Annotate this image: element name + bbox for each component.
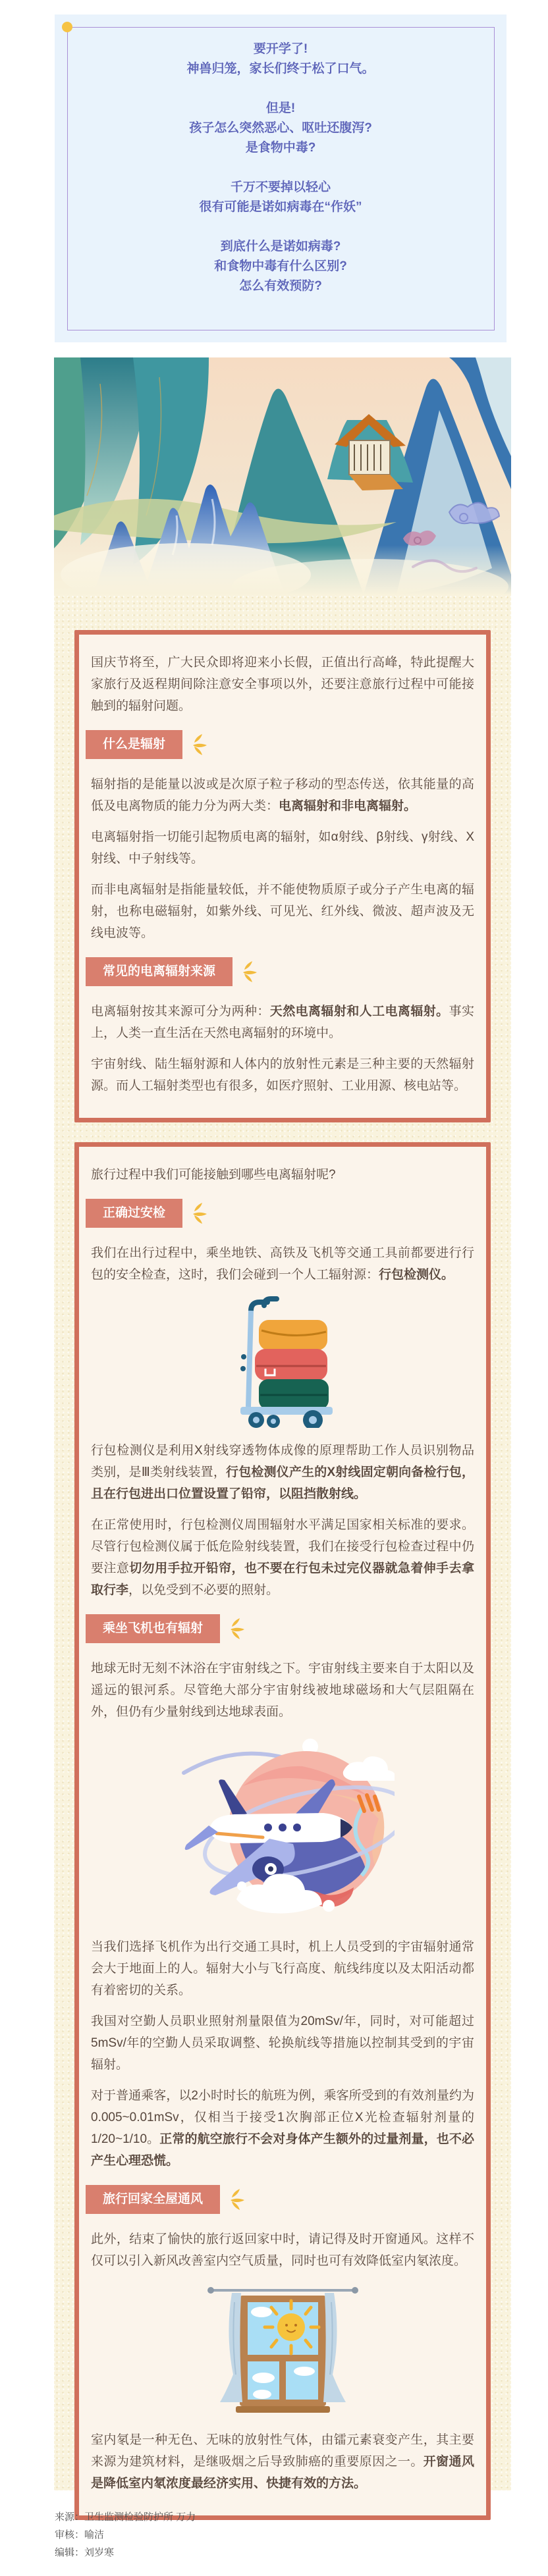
section-header-flight-radiation: [86, 1614, 474, 1643]
section-header-radiation-sources: [86, 957, 474, 986]
paragraph: 我们在出行过程中，乘坐地铁、高铁及飞机等交通工具前都要进行行包的安全检查，这时，我们会碰到一个人工辐射源：行包检测仪。: [91, 1246, 474, 1282]
paragraph: 电离辐射指一切能引起物质电离的辐射，如α射线、β射线、γ射线、X射线、中子射线等。: [91, 830, 474, 866]
paragraph: 此外，结束了愉快的旅行返回家中时，请记得及时开窗通风。这样不仅可以引入新风改善室内空气质量，同时也可有效降低室内氡浓度。: [91, 2232, 474, 2268]
sparkle-icon: [192, 1202, 209, 1224]
footer-source: 来源：卫生监测检验防护所 万力: [55, 2511, 196, 2523]
figure: [91, 1733, 474, 1924]
paragraph: 在正常使用时，行包检测仪周围辐射水平满足国家相关标准的要求。尽管行包检测仪属于低危险射线装置，我们在接受行包检查过程中仍要注意切勿用手拉开铅帘，也不要在行包未过完仪器就急着伸手去拿取行李，以免受到不必要的照射。: [91, 1518, 474, 1597]
intro-line-spacer: [55, 79, 507, 99]
section-header-security-check: [86, 1199, 474, 1228]
section-title: 正确过安检: [86, 1199, 182, 1228]
article-box-radiation-basics: [74, 630, 491, 1122]
content-column: [54, 357, 511, 2490]
paragraph: 宇宙射线、陆生辐射源和人体内的放射性元素是三种主要的天然辐射源。而人工辐射类型也有很多，如医疗照射、工业用源、核电站等。: [91, 1057, 474, 1093]
intro-line: 但是!: [265, 101, 296, 115]
intro-line: 很有可能是诺如病毒在“作妖”: [199, 200, 362, 214]
intro-line: 神兽归笼，家长们终于松了口气。: [186, 62, 375, 76]
intro-line: 怎么有效预防?: [239, 279, 322, 293]
paragraph: 地球无时无刻不沐浴在宇宙射线之下。宇宙射线主要来自于太阳以及遥远的银河系。尽管绝大部分宇宙射线被地球磁场和大气层阻隔在外，但仍有少量射线到达地球表面。: [91, 1662, 474, 1719]
sparkle-icon: [229, 1617, 246, 1640]
intro-line: 要开学了!: [253, 42, 308, 56]
intro-line-spacer: [55, 158, 507, 178]
footer: [55, 2508, 196, 2562]
section-title: 旅行回家全屋通风: [86, 2185, 220, 2214]
window-illustration: [206, 2282, 360, 2417]
airplane-illustration: [171, 1733, 395, 1924]
intro-line: 千万不要掉以轻心: [230, 180, 331, 194]
sparkle-icon: [192, 733, 209, 756]
paragraph: 而非电离辐射是指能量较低，并不能使物质原子或分子产生电离的辐射，也称电磁辐射，如紫外线、可见光、红外线、微波、超声波及无线电波等。: [91, 883, 474, 940]
luggage-cart-illustration: [222, 1296, 344, 1428]
intro-line: 和食物中毒有什么区别?: [214, 259, 347, 273]
paragraph: 辐射指的是能量以波或是次原子粒子移动的型态传送，依其能量的高低及电离物质的能力分为两大类：电离辐射和非电离辐射。: [91, 777, 474, 813]
section-header-what-is-radiation: [86, 730, 474, 759]
landscape-painting-illustration: [54, 357, 511, 594]
sparkle-icon: [229, 2188, 246, 2211]
figure: [91, 2282, 474, 2417]
intro-panel: [55, 14, 507, 342]
footer-editor: 编辑：刘岁寒: [55, 2547, 115, 2558]
paragraph: 国庆节将至，广大民众即将迎来小长假，正值出行高峰，特此提醒大家旅行及返程期间除注意安全事项以外，还要注意旅行过程中可能接触到的辐射问题。: [91, 656, 474, 713]
section-title: 乘坐飞机也有辐射: [86, 1614, 220, 1643]
intro-text: [55, 39, 507, 296]
section-header-ventilation: [86, 2185, 474, 2214]
accent-dot-icon: [62, 22, 72, 32]
section-title: 什么是辐射: [86, 730, 182, 759]
paragraph: 室内氡是一种无色、无味的放射性气体，由镭元素衰变产生，其主要来源为建筑材料，是继吸烟之后导致肺癌的重要原因之一。开窗通风是降低室内氡浓度最经济实用、快捷有效的方法。: [91, 2433, 474, 2490]
paragraph: 行包检测仪是利用X射线穿透物体成像的原理帮助工作人员识别物品类别，是Ⅲ类射线装置，行包检测仪产生的X射线固定朝向备检行包，且在行包进出口位置设置了铅帘，以阻挡散射线。: [91, 1444, 474, 1501]
paragraph: 我国对空勤人员职业照射剂量限值为20mSv/年，同时，对可能超过5mSv/年的空勤人员采取调整、轮换航线等措施以控制其受到的宇宙辐射。: [91, 2014, 474, 2072]
section-title: 常见的电离辐射来源: [86, 957, 233, 986]
footer-reviewer: 审核：喻洁: [55, 2529, 105, 2540]
paragraph: 当我们选择飞机作为出行交通工具时，机上人员受到的宇宙辐射通常会大于地面上的人。辐射大小与飞行高度、航线纬度以及太阳活动都有着密切的关系。: [91, 1940, 474, 1997]
intro-line: 是食物中毒?: [245, 141, 316, 155]
paragraph: 对于普通乘客，以2小时时长的航班为例，乘客所受到的有效剂量约为0.005~0.01mSv，仅相当于接受1次胸部正位X光检查辐射剂量的1/20~1/10。正常的航空旅行不会对身体产生额外的过量剂量，也不必产生心理恐慌。: [91, 2089, 474, 2168]
intro-line: 到底什么是诺如病毒?: [220, 240, 341, 253]
paragraph: 电离辐射按其来源可分为两种：天然电离辐射和人工电离辐射。事实上，人类一直生活在天然电离辐射的环境中。: [91, 1005, 474, 1040]
intro-line-spacer: [55, 217, 507, 237]
article-box-travel-radiation: [74, 1142, 491, 2520]
intro-line: 孩子怎么突然恶心、呕吐还腹泻?: [189, 121, 372, 135]
figure: [91, 1296, 474, 1428]
sparkle-icon: [242, 960, 259, 983]
paragraph: 旅行过程中我们可能接触到哪些电离辐射呢?: [91, 1168, 336, 1182]
